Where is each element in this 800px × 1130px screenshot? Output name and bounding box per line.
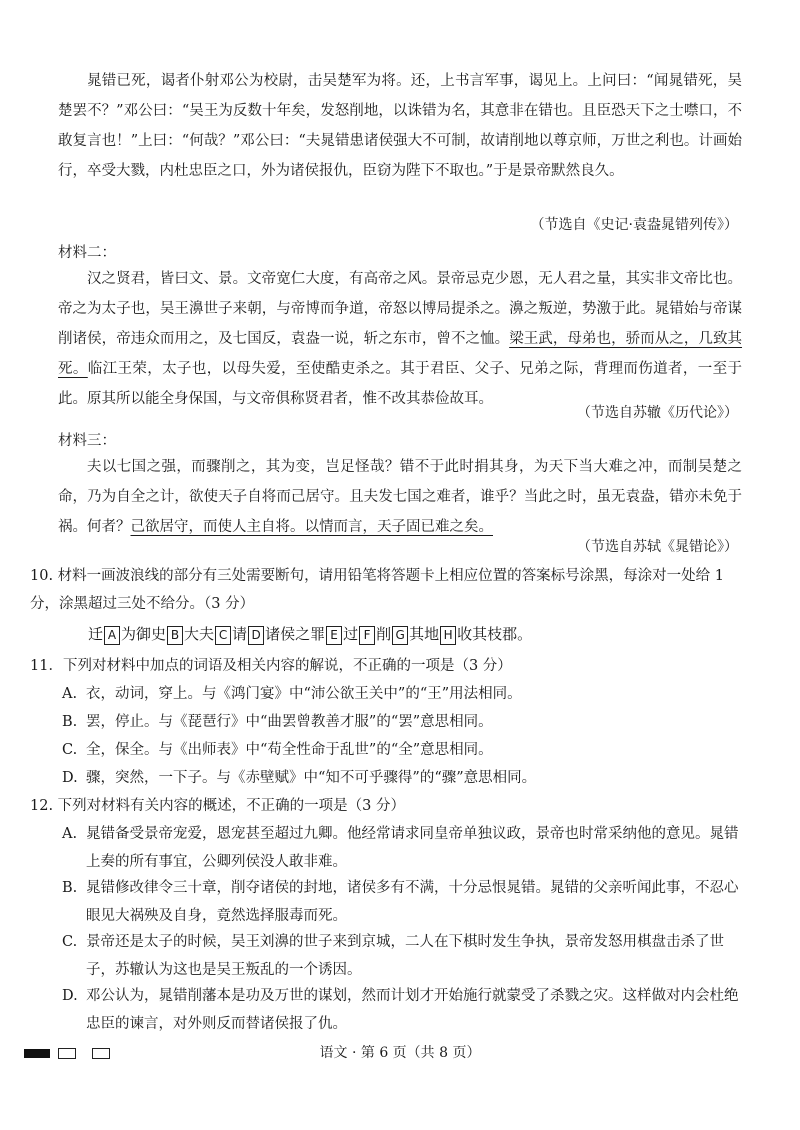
segment: 大夫 [184,625,215,643]
q12-option-b-text: 晁错修改律令三十章，削夺诸侯的封地，诸侯多有不满，十分忌恨晁错。晁错的父亲听闻此事，不忍心眼见大祸殃及自身，竟然选择服毒而死。 [86,880,739,924]
break-option-g[interactable]: G [392,626,408,645]
segment: 请 [232,625,248,643]
q11-option-b-label[interactable]: B. [62,714,78,730]
q12-option-d-label[interactable]: D. [62,988,78,1004]
material3-source: （节选自苏轼《晁错论》） [577,539,738,555]
segment: 其地 [409,625,440,643]
q12-option-a-label[interactable]: A. [62,826,78,842]
question-12-stem: 12. 下列对材料有关内容的概述，不正确的一项是（3 分） [30,798,406,814]
material3-heading: 材料三： [58,433,116,449]
break-option-a[interactable]: A [104,626,120,645]
material2-source: （节选自苏辙《历代论》） [577,405,738,421]
material2-heading: 材料二： [58,245,116,261]
q12-option-b-label[interactable]: B. [62,880,78,896]
material1-paragraph: 晁错已死，谒者仆射邓公为校尉，击吴楚军为将。还，上书言军事，谒见上。上问曰：“闻晁错死，吴楚罢不？”邓公曰：“吴王为反数十年矣，发怒削地，以诛错为名，其意非在错也。且臣恐天下之士噤口，不敢复言也！”上曰：“何哉？”邓公曰：“夫晁错患诸侯强大不可制，故请削地以尊京师，万世之利也。计画始行，卒受大戮，内杜忠臣之口，外为诸侯报仇，臣窃为陛下不取也。”于是景帝默然良久。 [58,73,742,179]
material2-text-a: 汉之贤君，皆曰文、景。文帝宽仁大度，有高帝之风。景帝忌克少恩，无人君之量，其实非文帝比也。帝之为太子也，吴王濞世子来朝，与帝博而争道，帝怒以博局提杀之。濞之叛逆，势激于此。晁错始与帝谋削诸侯，帝违众而用之，及七国反，袁盎一说，斩之东市，曾不之恤。 [58,271,742,347]
segment: 诸侯之罪 [265,625,326,643]
q11-option-b-text: 罢，停止。与《琵琶行》中“曲罢曾教善才服”的“罢”意思相同。 [86,714,493,730]
q12-option-c-text: 景帝还是太子的时候，吴王刘濞的世子来到京城，二人在下棋时发生争执，景帝发怒用棋盘击杀了世子，苏辙认为这也是吴王叛乱的一个诱因。 [86,934,724,978]
q12-option-c-label[interactable]: C. [62,934,78,950]
segment: 为御史 [121,625,167,643]
break-option-e[interactable]: E [326,626,342,645]
break-option-h[interactable]: H [440,626,456,645]
break-option-c[interactable]: C [215,626,231,645]
q11-option-d-text: 骤，突然，一下子。与《赤壁赋》中“知不可乎骤得”的“骤”意思相同。 [86,770,537,786]
material2-text-b: 临江王荣，太子也，以母失爱，至使酷吏杀之。其于君臣、父子、兄弟之际，背理而伤道者，一至于此。原其所以能全身保国，与文帝俱称贤君者，惟不改其恭俭故耳。 [58,361,743,407]
material2-underlined-text: 梁王武，母弟也，骄而从之，几致其死。 [58,331,743,377]
material3-text-a: 夫以七国之强，而骤削之，其为变，岂足怪哉？错不于此时捐其身，为天下当大难之冲，而制吴楚之命，乃为自全之计，欲使天子自将而己居守。且夫发七国之难者，谁乎？当此之时，虽无袁盎，错亦未免于祸。何者？ [58,459,742,535]
q11-option-c-text: 全，保全。与《出师表》中“苟全性命于乱世”的“全”意思相同。 [86,742,493,758]
break-option-d[interactable]: D [248,626,264,645]
break-option-f[interactable]: F [359,626,375,645]
q12-option-a-text: 晁错备受景帝宠爱，恩宠甚至超过九卿。他经常请求同皇帝单独议政，景帝也时常采纳他的意见。晁错上奏的所有事宜，公卿列侯没人敢非难。 [86,826,739,870]
q11-option-a-label[interactable]: A. [62,686,78,702]
material3-underlined-text: 己欲居守，而使人主自将。以情而言，天子固已难之矣。 [130,519,493,535]
material2-paragraph [58,264,742,414]
material3-paragraph [58,452,742,542]
segment: 削 [376,625,392,643]
q11-option-d-label[interactable]: D. [62,770,78,786]
q12-option-d-text: 邓公认为，晁错削藩本是功及万世的谋划，然而计划才开始施行就蒙受了杀戮之灾。这样做对内会杜绝忠臣的谏言，对外则反而替诸侯报了仇。 [86,988,739,1032]
break-option-b[interactable]: B [167,626,183,645]
question-10-stem: 10. 材料一画波浪线的部分有三处需要断句，请用铅笔将答题卡上相应位置的答案标号涂黑，每涂对一处给 1 分，涂黑超过三处不给分。（3 分） [30,568,724,612]
material1-source: （节选自《史记·袁盎晁错列传》） [530,217,738,233]
q11-option-a-text: 衣，动词，穿上。与《鸿门宴》中“沛公欲王关中”的“王”用法相同。 [86,686,522,702]
page-number: 语文 · 第 6 页（共 8 页） [319,1045,481,1061]
q11-option-c-label[interactable]: C. [62,742,78,758]
question-10-sentence [88,621,532,647]
segment: 迁 [88,625,104,643]
segment: 过 [343,625,359,643]
question-11-stem: 11．下列对材料中加点的词语及相关内容的解说，不正确的一项是（3 分） [30,658,512,674]
page-footer [0,1043,800,1065]
segment: 收其枝郡。 [457,625,533,643]
